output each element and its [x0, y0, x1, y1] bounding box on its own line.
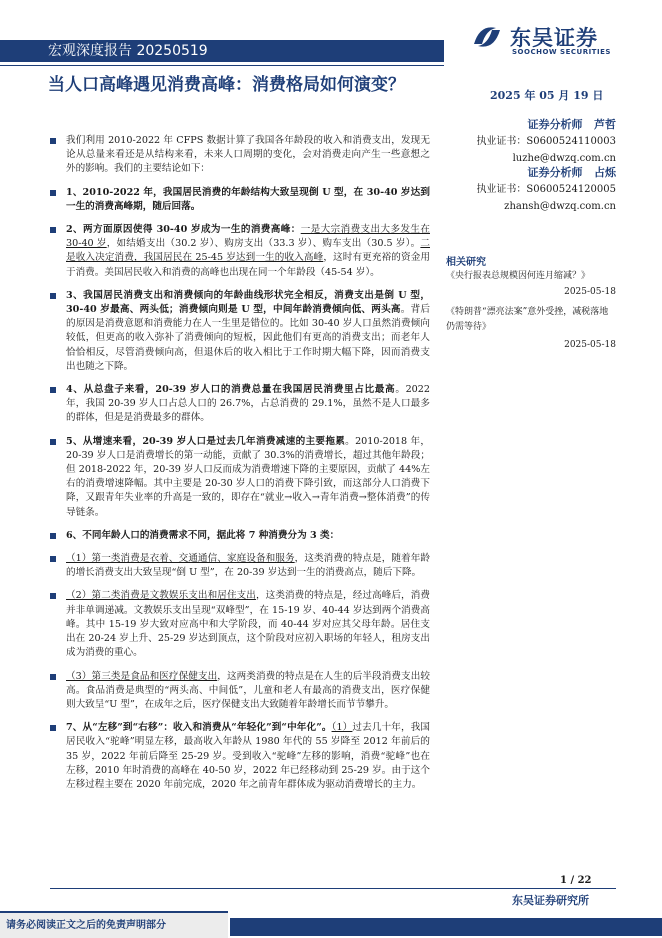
analyst-role: 证券分析师	[527, 166, 583, 179]
bullet-icon	[50, 593, 56, 599]
related-item-title[interactable]: 《央行报表总规模因何连月缩减？》	[446, 271, 591, 281]
analyst-block-1	[440, 116, 616, 167]
bullet-icon	[50, 533, 56, 539]
disclaimer-band	[0, 911, 228, 938]
report-title: 当人口高峰遇见消费高峰：消费格局如何演变？	[48, 75, 405, 95]
category-3: （3）第三类是食品和医疗保健支出，这两类消费的特点是在人生的后半段消费支出较高。食品消费是典型的“两头高、中间低”，儿童和老人有最高的消费支出，医疗保健则大致呈“U 型”，在成年之后，医疗保健支出大致随着年龄增长而节节攀升。	[50, 670, 430, 713]
report-type-label: 宏观深度报告 20250519	[48, 43, 208, 59]
bullet-icon	[50, 190, 56, 196]
analyst-email[interactable]: luzhe@dwzq.com.cn	[512, 153, 616, 164]
bullet-icon	[50, 439, 56, 445]
bullet-icon	[50, 556, 56, 562]
finding-7: 7、从“左移”到“右移”：收入和消费从“年轻化”到“中年化”。（1）过去几十年，我国居民收入“驼峰”明显左移，最高收入年龄从 1980 年代的 55 岁降至 2012 年前后的 35 岁，2022 年前后降至 25-29 岁。受到收入“驼峰”左移的影响，消费“驼峰”也在左移，2010 年时消费的高峰在 40-50 岁，2022 年已经移动到 25-29 岁。由于这个左移过程主要在 2020 年前完成，2020 年之前青年群体成为驱动消费增长的主力。	[50, 721, 430, 792]
header-divider	[0, 65, 444, 66]
bullet-icon	[50, 725, 56, 731]
analyst-block-2	[440, 164, 616, 215]
main-body	[50, 134, 430, 801]
finding-2: 2、两方面原因使得 30-40 岁成为一生的消费高峰：一是大宗消费支出大多发生在 30-40 岁，如结婚支出（30.2 岁）、购房支出（33.3 岁）、购车支出（30.5 岁）。二是收入决定消费，我国居民在 25-45 岁达到一生的收入高峰，这时有更充裕的资金用于消费。美国居民收入和消费的高峰也出现在同一个年龄段（45-54 岁）。	[50, 223, 430, 280]
analyst-role: 证券分析师	[527, 118, 583, 131]
brand-name: 东吴证券	[510, 26, 598, 50]
report-date: 2025 年 05 月 19 日	[490, 89, 604, 102]
institute-name: 东吴证券研究所	[512, 894, 589, 907]
analyst-name: 芦哲	[594, 118, 616, 131]
finding-1: 1、2010-2022 年，我国居民消费的年龄结构大致呈现倒 U 型，在 30-40 岁达到一生的消费高峰期，随后回落。	[50, 186, 430, 214]
analyst-name: 占烁	[594, 166, 616, 179]
page-number: 1 / 22	[560, 875, 592, 886]
bullet-icon	[50, 138, 56, 144]
finding-6: 6、不同年龄人口的消费需求不同，据此将 7 种消费分为 3 类：	[50, 529, 430, 543]
finding-5: 5、从增速来看，20-39 岁人口是过去几年消费减速的主要拖累。2010-2018 年，20-39 岁人口是消费增长的第一动能，贡献了 30.3%的消费增长，超过其他年龄段；但 2018-2022 年，20-39 岁人口反而成为消费增速下降的主要原因，贡献了 44%左右的消费增速降幅。其中主要是 20-30 岁人口的消费下降引致，而这部分人口消费下降，又跟青年失业率的升高是一致的，即存在“就业→收入→青年消费→整体消费”的传导链条。	[50, 435, 430, 520]
category-1: （1）第一类消费是衣着、交通通信、家庭设备和服务，这类消费的特点是，随着年龄的增长消费支出大致呈现“倒 U 型”，在 20-39 岁达到一生的消费高点，随后下降。	[50, 552, 430, 580]
analyst-cert: 执业证书：S0600524110003	[476, 136, 616, 147]
bullet-icon	[50, 227, 56, 233]
bullet-icon	[50, 674, 56, 680]
category-2: （2）第二类消费是文教娱乐支出和居住支出，这类消费的特点是，经过高峰后，消费并非单调递减。文教娱乐支出呈现“双峰型”，在 15-19 岁、40-44 岁达到两个消费高峰。其中 15-19 岁大致对应高中和大学阶段，而 40-44 岁对应其父母年龄。居住支出在 20-24 岁上升、25-29 岁达到顶点，这个阶段对应初入职场的年轻人，租房支出成为消费的重心。	[50, 589, 430, 660]
finding-4: 4、从总盘子来看，20-39 岁人口的消费总量在我国居民消费里占比最高。2022 年，我国 20-39 岁人口占总人口的 26.7%，占总消费的 29.1%，虽然不是人口最多的群体，但是是消费最多的群体。	[50, 383, 430, 426]
footer-divider	[50, 888, 616, 889]
related-item-date: 2025-05-18	[564, 287, 616, 297]
related-research-heading: 相关研究	[446, 257, 486, 268]
brand-name-en: SOOCHOW SECURITIES	[512, 48, 611, 56]
analyst-cert: 执业证书：S0600524120005	[476, 184, 616, 195]
intro-paragraph: 我们利用 2010-2022 年 CFPS 数据计算了我国各年龄段的收入和消费支出，发现无论从总量来看还是从结构来看，未来人口周期的变化，会对消费走向产生一些意想之外的影响。我们的主要结论如下：	[50, 134, 430, 177]
related-item-date: 2025-05-18	[564, 340, 616, 350]
disclaimer-text: 请务必阅读正文之后的免责声明部分	[6, 920, 166, 931]
bullet-icon	[50, 387, 56, 393]
footer-strip	[230, 918, 662, 936]
bullet-icon	[50, 293, 56, 299]
related-item-title[interactable]: 《特朗普“漂亮法案”意外受挫，减税落地仍需等待》	[446, 307, 609, 332]
report-type-band	[0, 40, 444, 62]
brand-logo-icon	[470, 22, 504, 52]
analyst-email[interactable]: zhansh@dwzq.com.cn	[504, 201, 616, 212]
finding-3: 3、我国居民消费支出和消费倾向的年龄曲线形状完全相反，消费支出是倒 U 型，30-40 岁最高、两头低；消费倾向则是 U 型，中间年龄消费倾向低、两头高。背后的原因是消费意愿和消费能力在人一生里是错位的。比如 30-40 岁人口虽然消费倾向较低，但更高的收入弥补了消费倾向的短板，因此他们有更高的消费支出；而老年人恰恰相反，尽管消费倾向高，但退休后的收入相比于工作时期大幅下降，因而消费支出也随之下降。	[50, 289, 430, 374]
